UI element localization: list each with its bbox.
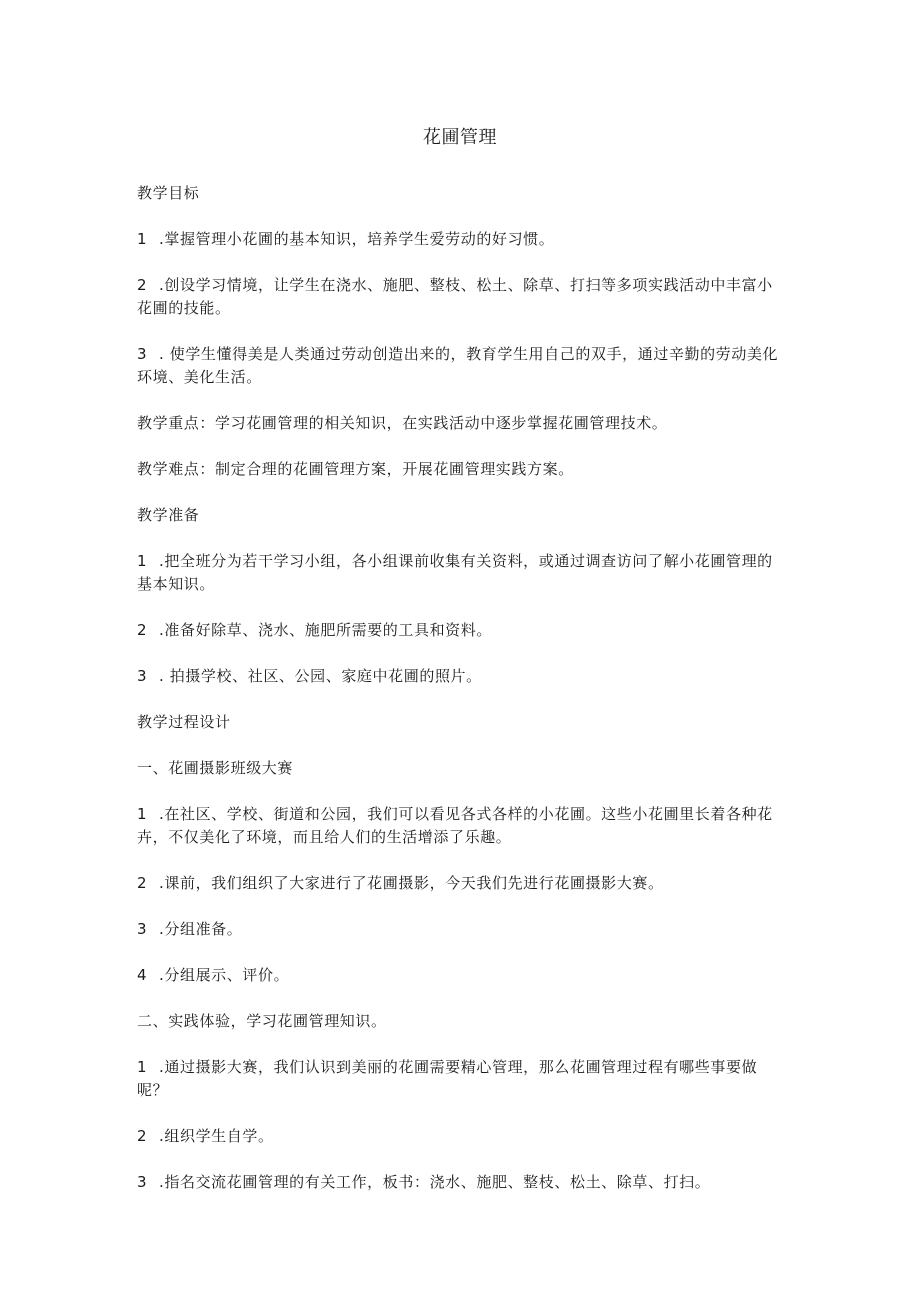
list-item: 4 .分组展示、评价。	[137, 966, 290, 984]
list-item: 1 .把全班分为若干学习小组，各小组课前收集有关资料，或通过调查访问了解小花圃管理的基本知识。	[137, 552, 773, 593]
key-point-paragraph: 教学重点：学习花圃管理的相关知识，在实践活动中逐步掌握花圃管理技术。	[137, 414, 668, 432]
difficulty-paragraph: 教学难点：制定合理的花圃管理方案，开展花圃管理实践方案。	[137, 460, 574, 478]
list-item: 1 .通过摄影大赛，我们认识到美丽的花圃需要精心管理，那么花圃管理过程有哪些事要做呢？	[137, 1058, 758, 1099]
list-item: 1 .在社区、学校、街道和公园，我们可以看见各式各样的小花圃。这些小花圃里长着各种花卉，不仅美化了环境，而且给人们的生活增添了乐趣。	[137, 805, 773, 846]
list-item: 3 . 拍摄学校、社区、公园、家庭中花圃的照片。	[137, 667, 482, 685]
section-heading: 教学目标	[137, 184, 200, 202]
list-item: 3 . 使学生懂得美是人类通过劳动创造出来的，教育学生用自己的双手，通过辛勤的劳动美化环境、美化生活。	[137, 345, 779, 386]
document-title: 花圃管理	[423, 127, 497, 148]
section-heading: 教学过程设计	[137, 713, 231, 731]
section-heading: 教学准备	[137, 506, 200, 524]
section-heading: 一、花圃摄影班级大赛	[137, 759, 294, 777]
document-body	[137, 182, 787, 1217]
list-item: 1 .掌握管理小花圃的基本知识，培养学生爱劳动的好习惯。	[137, 230, 555, 248]
list-item: 2 .准备好除草、浇水、施肥所需要的工具和资料。	[137, 621, 492, 639]
list-item: 2 .组织学生自学。	[137, 1127, 274, 1145]
section-heading: 二、实践体验，学习花圃管理知识。	[137, 1012, 387, 1030]
list-item: 2 .创设学习情境，让学生在浇水、施肥、整枝、松土、除草、打扫等多项实践活动中丰富小花圃的技能。	[137, 276, 773, 317]
list-item: 3 .分组准备。	[137, 920, 243, 938]
list-item: 3 .指名交流花圃管理的有关工作，板书：浇水、施肥、整枝、松土、除草、打扫。	[137, 1173, 711, 1191]
list-item: 2 .课前，我们组织了大家进行了花圃摄影，今天我们先进行花圃摄影大赛。	[137, 874, 664, 892]
